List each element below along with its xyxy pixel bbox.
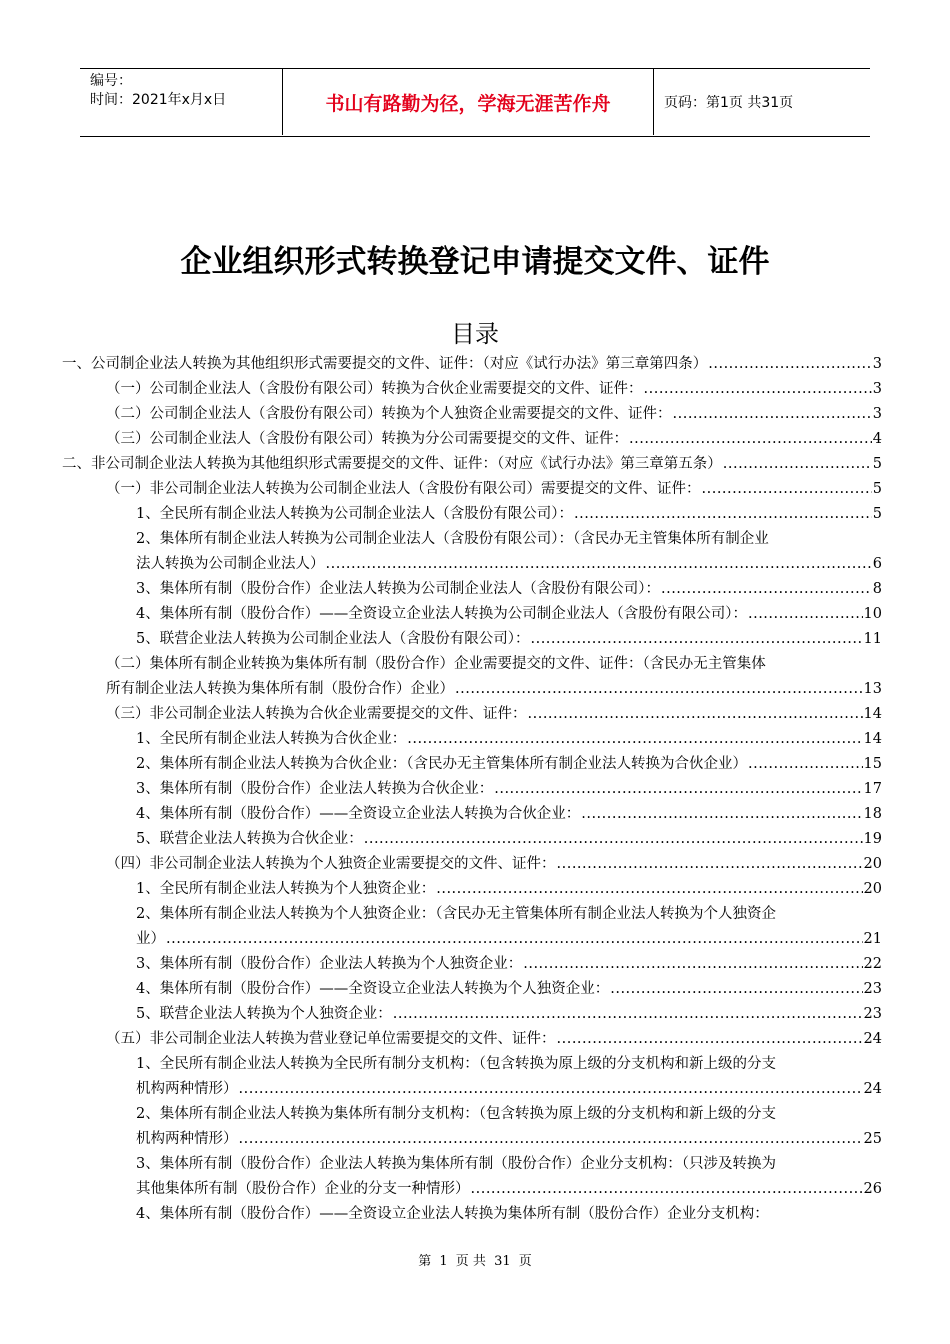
footer-page-total: 31 (494, 1254, 511, 1269)
toc-entry[interactable]: 机构两种情形） ..... 25 (136, 1127, 882, 1151)
toc-entry[interactable]: 5、联营企业法人转换为个人独资企业： ..... 23 (136, 1002, 882, 1026)
toc-entry[interactable]: 4、集体所有制（股份合作）——全资设立企业法人转换为个人独资企业： ..... 23 (136, 977, 882, 1001)
toc-entry[interactable]: 1、全民所有制企业法人转换为公司制企业法人（含股份有限公司）： ..... 5 (136, 502, 882, 526)
toc-entry[interactable]: （四）非公司制企业法人转换为个人独资企业需要提交的文件、证件： ..... 20 (106, 852, 882, 876)
document-title: 企业组织形式转换登记申请提交文件、证件 (180, 244, 770, 280)
toc-entry[interactable]: 3、集体所有制（股份合作）企业法人转换为个人独资企业： ..... 22 (136, 952, 882, 976)
header-motto: 书山有路勤为径，学海无涯苦作舟 (325, 92, 611, 115)
footer-prefix: 第 (418, 1254, 432, 1269)
toc-entry[interactable]: （一）非公司制企业法人转换为公司制企业法人（含股份有限公司）需要提交的文件、证件： ..... 5 (106, 477, 882, 501)
toc-entry[interactable]: 其他集体所有制（股份合作）企业的分支一种情形） ..... 26 (136, 1177, 882, 1201)
footer-mid: 页 共 (455, 1254, 486, 1269)
toc-entry[interactable]: 4、集体所有制（股份合作）——全资设立企业法人转换为公司制企业法人（含股份有限公司）： ..... 10 (136, 602, 882, 626)
toc-entry[interactable]: 二、非公司制企业法人转换为其他组织形式需要提交的文件、证件：（对应《试行办法》第三章第五条） ..... 5 (62, 452, 882, 476)
toc-entry[interactable]: 5、联营企业法人转换为公司制企业法人（含股份有限公司）： ..... 11 (136, 627, 882, 651)
toc-entry[interactable]: （三）公司制企业法人（含股份有限公司）转换为分公司需要提交的文件、证件： ..... 4 (106, 427, 882, 451)
toc-entry-line1[interactable]: 3、集体所有制（股份合作）企业法人转换为集体所有制（股份合作）企业分支机构：（只涉及转换为 (136, 1156, 776, 1172)
toc-entry[interactable]: 所有制企业法人转换为集体所有制（股份合作）企业） ..... 13 (106, 677, 882, 701)
toc-entry[interactable]: 1、全民所有制企业法人转换为合伙企业： ..... 14 (136, 727, 882, 751)
footer-page-number: 1 (439, 1254, 448, 1269)
toc-entry[interactable]: 2、集体所有制企业法人转换为合伙企业：（含民办无主管集体所有制企业法人转换为合伙企业） ..... 15 (136, 752, 882, 776)
header-bottom-rule (80, 136, 870, 137)
page-footer (0, 1250, 950, 1269)
toc-entry[interactable]: 5、联营企业法人转换为合伙企业： ..... 19 (136, 827, 882, 851)
toc-entry-line1[interactable]: 1、全民所有制企业法人转换为全民所有制分支机构：（包含转换为原上级的分支机构和新上级的分支 (136, 1056, 776, 1072)
footer-suffix: 页 (518, 1254, 532, 1269)
toc-entry[interactable]: （二）公司制企业法人（含股份有限公司）转换为个人独资企业需要提交的文件、证件： ..... 3 (106, 402, 882, 426)
toc-entry-line1[interactable]: （二）集体所有制企业转换为集体所有制（股份合作）企业需要提交的文件、证件：（含民办无主管集体 (106, 656, 766, 672)
toc-entry[interactable]: 法人转换为公司制企业法人） ..... 6 (136, 552, 882, 576)
toc-entry[interactable]: 一、公司制企业法人转换为其他组织形式需要提交的文件、证件：（对应《试行办法》第三章第四条） ..... 3 (62, 352, 882, 376)
toc-entry-line1[interactable]: 2、集体所有制企业法人转换为集体所有制分支机构：（包含转换为原上级的分支机构和新上级的分支 (136, 1106, 776, 1122)
document-number-label: 编号： (90, 73, 132, 89)
toc-entry[interactable]: （一）公司制企业法人（含股份有限公司）转换为合伙企业需要提交的文件、证件： ..... 3 (106, 377, 882, 401)
toc-heading: 目录 (451, 320, 499, 348)
toc-entry[interactable]: 3、集体所有制（股份合作）企业法人转换为公司制企业法人（含股份有限公司）： ..... 8 (136, 577, 882, 601)
toc-entry[interactable]: 4、集体所有制（股份合作）——全资设立企业法人转换为合伙企业： ..... 18 (136, 802, 882, 826)
header-left-cell (90, 72, 280, 110)
toc-entry[interactable]: （五）非公司制企业法人转换为营业登记单位需要提交的文件、证件： ..... 24 (106, 1027, 882, 1051)
header-page-info: 页码：第1页 共31页 (664, 95, 794, 111)
toc-entry-line1[interactable]: 2、集体所有制企业法人转换为个人独资企业：（含民办无主管集体所有制企业法人转换为个人独资企 (136, 906, 776, 922)
toc-entry[interactable]: 业） ..... 21 (136, 927, 882, 951)
document-date: 时间：2021年x月x日 (90, 92, 227, 108)
toc-entry-line1[interactable]: 2、集体所有制企业法人转换为公司制企业法人（含股份有限公司）：（含民办无主管集体所有制企业 (136, 531, 769, 547)
toc-entry[interactable]: 3、集体所有制（股份合作）企业法人转换为合伙企业： ..... 17 (136, 777, 882, 801)
toc-entry[interactable]: （三）非公司制企业法人转换为合伙企业需要提交的文件、证件： ..... 14 (106, 702, 882, 726)
toc-entry-line1[interactable]: 4、集体所有制（股份合作）——全资设立企业法人转换为集体所有制（股份合作）企业分支机构： (136, 1206, 769, 1222)
toc-entry[interactable]: 1、全民所有制企业法人转换为个人独资企业： ..... 20 (136, 877, 882, 901)
header-motto-cell (282, 69, 654, 135)
toc-entry[interactable]: 机构两种情形） ..... 24 (136, 1077, 882, 1101)
